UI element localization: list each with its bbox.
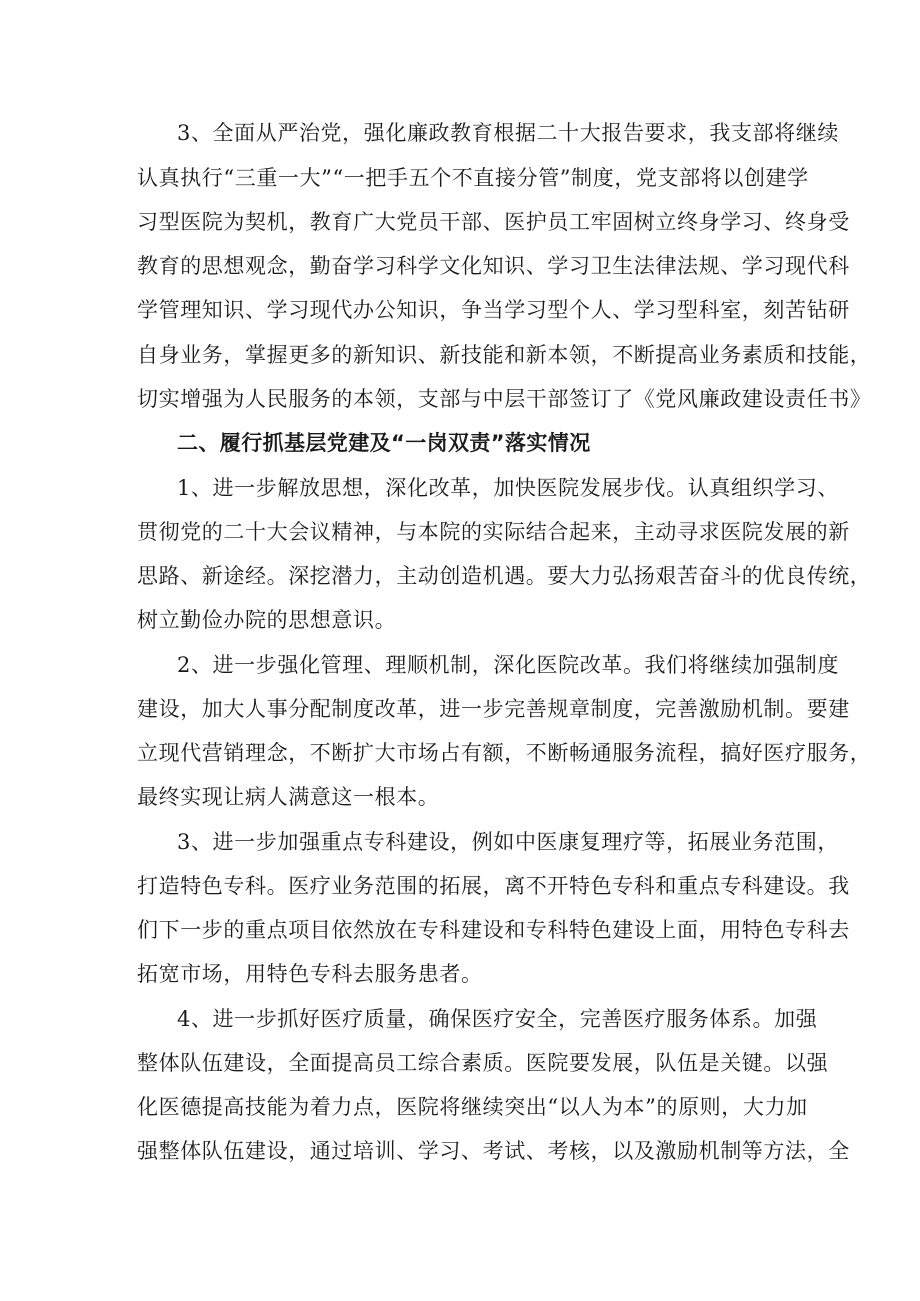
text-line: 教育的思想观念，勤奋学习科学文化知识、学习卫生法律法规、学习现代科 (137, 254, 850, 278)
text-line: 拓宽市场，用特色专科去服务患者。 (137, 962, 483, 986)
text-line: 思路、新途经。深挖潜力，主动创造机遇。要大力弘扬艰苦奋斗的优良传统， (137, 564, 872, 588)
text-line: 打造特色专科。医疗业务范围的拓展，离不开特色专科和重点专科建设。我 (137, 874, 850, 898)
text-line: 树立勤俭办院的思想意识。 (137, 608, 397, 632)
text-line: 习型医院为契机，教育广大党员干部、医护员工牢固树立终身学习、终身受 (137, 210, 850, 234)
text-line: 们下一步的重点项目依然放在专科建设和专科特色建设上面，用特色专科去 (137, 918, 850, 942)
text-line: 最终实现让病人满意这一根本。 (137, 785, 440, 809)
text-line: 3、进一步加强重点专科建设，例如中医康复理疗等，拓展业务范围， (177, 830, 839, 854)
text-line: 学管理知识、学习现代办公知识，争当学习型个人、学习型科室，刻苦钻研 (137, 298, 850, 322)
text-line: 自身业务，掌握更多的新知识、新技能和新本领，不断提高业务素质和技能， (137, 343, 872, 367)
section-heading: 二、履行抓基层党建及“一岗双责”落实情况 (177, 431, 591, 455)
text-line: 1、进一步解放思想，深化改革，加快医院发展步伐。认真组织学习、 (177, 476, 839, 500)
text-line: 3、全面从严治党，强化廉政教育根据二十大报告要求，我支部将继续 (177, 121, 839, 145)
text-line: 建设，加大人事分配制度改革，进一步完善规章制度，完善激励机制。要建 (137, 697, 850, 721)
text-line: 化医德提高技能为着力点，医院将继续突出“以人为本”的原则，大力加 (137, 1095, 808, 1119)
text-line: 4、进一步抓好医疗质量，确保医疗安全，完善医疗服务体系。加强 (177, 1007, 818, 1031)
text-line: 立现代营销理念，不断扩大市场占有额，不断畅通服务流程，搞好医疗服务， (137, 741, 872, 765)
text-line: 2、进一步强化管理、理顺机制，深化医院改革。我们将继续加强制度 (177, 653, 839, 677)
text-line: 强整体队伍建设，通过培训、学习、考试、考核，以及激励机制等方法，全 (137, 1139, 850, 1163)
text-line: 贯彻党的二十大会议精神，与本院的实际结合起来，主动寻求医院发展的新 (137, 520, 850, 544)
text-line: 整体队伍建设，全面提高员工综合素质。医院要发展，队伍是关键。以强 (137, 1051, 829, 1075)
text-line: 认真执行“三重一大”“一把手五个不直接分管”制度，党支部将以创建学 (137, 166, 809, 190)
text-line: 切实增强为人民服务的本领，支部与中层干部签订了《党风廉政建设责任书》 (137, 387, 872, 411)
